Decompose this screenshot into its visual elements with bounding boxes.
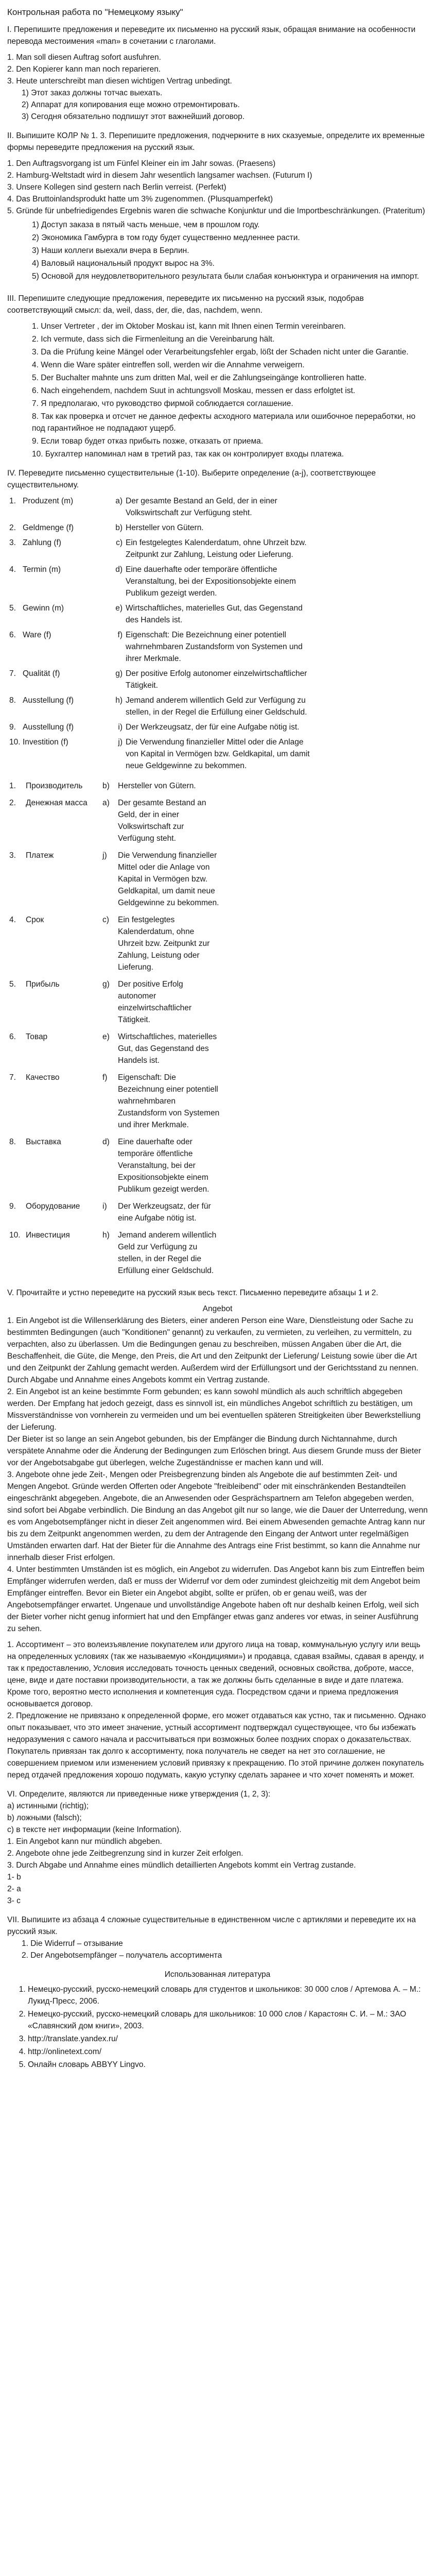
task-6-option: c) в тексте нет информации (keine Information). xyxy=(7,1825,182,1834)
list-item: 2) Экономика Гамбурга в том году будет существенно медленнее расти. xyxy=(32,233,300,242)
task-1-instruction: I. Перепишите предложения и переведите их письменно на русский язык, обращая внимание на особенности перевода местоимения «man» в сочетании с глаголами. xyxy=(7,25,416,46)
table-row xyxy=(9,495,313,522)
translation-block xyxy=(7,1639,428,1781)
term-number: 9. xyxy=(9,723,16,732)
answer-definition: Hersteller von Gütern. xyxy=(118,782,196,790)
answer-letter: i) xyxy=(102,1202,107,1211)
german-paragraph: 4. Unter bestimmten Umständen ist es möglich, ein Angebot zu widerrufen. Das Angebot kann bis zum Eintreffen beim Empfänger widerrufen werden, daß er muss der Widerruf vor dem oder zumindest gleichzeitig mit dem Angebot beim Empfänger eintreffen. Bevor ein Bieter ein Angebot abgibt, sollte er prüfen, ob er genau weiß, was der Angebotsempfänger erwartet. Ungenaue und unvollständige Angebote haben oft nur deshalb keinen Erfolg, weil sich der Bieter vorher nicht genug informiert hat und den Empfänger etwas ganz anderes vor etwas, in seiner Ausführung zu sehen. xyxy=(7,1565,425,1633)
task-4-instruction: IV. Переведите письменно существительные (1-10). Выберите определение (a-j), соответствующее существительному. xyxy=(7,469,376,489)
term-number: 3. xyxy=(9,538,16,547)
task-2-translation-list xyxy=(7,219,428,282)
table-row xyxy=(9,1072,223,1136)
references-heading: Использованная литература xyxy=(164,1970,271,1979)
task-6 xyxy=(7,1788,428,1907)
task-3-sentence-list xyxy=(7,320,428,460)
term: Ausstellung (f) xyxy=(23,696,74,705)
task-2-sentence: 2. Hamburg-Weltstadt wird in diesem Jahr wesentlich langsamer wachsen. (Futurum I) xyxy=(7,171,312,180)
term: Produzent (m) xyxy=(23,497,74,505)
list-item: 10. Бухгалтер напоминал нам в третий раз, так как он контролирует входы платежа. xyxy=(32,450,344,459)
term-number: 5. xyxy=(9,604,16,613)
term-number: 1. xyxy=(9,497,16,505)
task-1-translation: 3) Сегодня обязательно подпишут этот важнейший договор. xyxy=(22,112,245,121)
definition: Ein festgelegtes Kalenderdatum, ohne Uhrzeit bzw. Zeitpunkt zur Zahlung, Leistung oder Lieferung. xyxy=(126,538,307,559)
definition-letter: d) xyxy=(115,565,123,574)
answer-number: 8. xyxy=(9,1138,16,1146)
table-row xyxy=(9,978,223,1031)
answer-definition: Jemand anderem willentlich Geld zur Verfügung zu stellen, in der Regel die Erfüllung einer Geldschuld. xyxy=(118,1231,217,1275)
answer-definition: Ein festgelegtes Kalenderdatum, ohne Uhrzeit bzw. Zeitpunkt zur Zahlung, Leistung oder Lieferung. xyxy=(118,916,210,972)
answer-letter: f) xyxy=(102,1073,108,1082)
list-item: 3. Da die Prüfung keine Mängel oder Verarbeitungsfehler ergab, lößt der Schaden nicht unter die Garantie. xyxy=(32,348,409,357)
table-row xyxy=(9,564,313,602)
table-row xyxy=(9,602,313,629)
table-row xyxy=(9,1031,223,1072)
table-row xyxy=(9,1136,223,1200)
list-item: 1) Доступ заказа в пятый часть меньше, чем в прошлом году. xyxy=(32,221,260,229)
answer-number: 1. xyxy=(9,782,16,790)
references-list xyxy=(7,1984,428,2071)
definition: Der positive Erfolg autonomer einzelwirtschaftlicher Tätigkeit. xyxy=(126,669,307,690)
term-number: 2. xyxy=(9,523,16,532)
answer: 2- a xyxy=(7,1885,21,1893)
answer-term: Выставка xyxy=(26,1138,61,1146)
translation-paragraph: 2. Предложение не привязано к определенной форме, его может отдаваться как устно, так и письменно. Однако опыт показывает, что это имеет значение, устный ассортимент подтверждал существующее, что бы избежать недоразумения с самого начала и рассчитываться при возможных более поздних спорах о доказательствах. Покупатель привязан так долго к ассортименту, пока получатель не сведет на нет это соглашение, не совершением приемом или изменением условий привязку к прекращению. По этой причине должен покупатель перед отдачей предложения хорошо подумать, какую уступку сделать заранее и что хочет поменять и может. xyxy=(7,1711,426,1780)
task-1-sentence: 3. Heute unterschreibt man diesen wichtigen Vertrag unbedingt. xyxy=(7,77,232,86)
definition-letter: a) xyxy=(115,497,123,505)
table-row xyxy=(9,797,223,850)
definition-letter: j) xyxy=(118,738,123,747)
term-number: 7. xyxy=(9,669,16,678)
list-item: 8. Так как проверка и отсчет не данное дефекты асходного материала или ошибочное переработки, но под гарантийное не подпадают ущерб. xyxy=(32,412,415,433)
task-1-sentence: 1. Man soll diesen Auftrag sofort ausfuhren. xyxy=(7,53,161,62)
answer-number: 6. xyxy=(9,1032,16,1041)
answer-letter: b) xyxy=(102,782,110,790)
term: Ausstellung (f) xyxy=(23,723,74,732)
table-row xyxy=(9,1200,223,1229)
table-row xyxy=(9,694,313,721)
answer-letter: e) xyxy=(102,1032,110,1041)
answer-number: 10. xyxy=(9,1231,21,1240)
answer-term: Оборудование xyxy=(26,1202,80,1211)
task-6-answers xyxy=(7,1871,428,1907)
document-title: Контрольная работа по "Немецкому языку" xyxy=(7,7,183,17)
answer-term: Платеж xyxy=(26,851,54,860)
answer-definition: Eigenschaft: Die Bezeichnung einer potentiell wahrnehmbaren Zustandsform von Systemen und ihrer Merkmale. xyxy=(118,1073,220,1129)
definition: Wirtschaftliches, materielles Gut, das Gegenstand des Handels ist. xyxy=(126,604,303,624)
translation-paragraph: 1. Ассортимент – это волеизъявление покупателем или другого лица на товар, коммунальную услугу или вещь на определенных условиях (так же называемую «Кондициями») и продавца, сдавая взаймы, сдавая в аренду, и так к предоставлению, Условия исследовать точность ценных сведений, основных свойства, доброте, массе, цене, виде и дате поставки производительности, а так же должны быть сделанные в виде и дате платежа. Кроме того, вероятно место исполнения и компетенция суда. Посредством сдачи и приема предложения основывается договор. xyxy=(7,1640,424,1708)
answer-definition: Die Verwendung finanzieller Mittel oder die Anlage von Kapital in Vermögen bzw. Geldkapital, um damit neue Geldgewinne zu bekommen. xyxy=(118,851,219,907)
list-item: 7. Я предполагаю, что руководство фирмой соблюдается соглашение. xyxy=(32,399,293,408)
task-7 xyxy=(7,1914,428,1961)
answer-definition: Der Werkzeugsatz, der für eine Aufgabe nötig ist. xyxy=(118,1202,211,1223)
task-2-sentence: 3. Unsere Kollegen sind gestern nach Berlin verreist. (Perfekt) xyxy=(7,183,226,192)
answer-term: Прибыль xyxy=(26,980,60,989)
definition-letter: h) xyxy=(115,696,123,705)
task-3-instruction: III. Перепишите следующие предложения, переведите их письменно на русский язык, подобрав соответствующий смысл: da, weil, dass, der, die, das, nachdem, wenn. xyxy=(7,294,364,315)
list-item: 1. Немецко-русский, русско-немецкий словарь для студентов и школьников: 30 000 слов / Артемова А. – М.: Лукид-Пресс, 2006. xyxy=(28,1984,428,2007)
answer-letter: c) xyxy=(102,916,109,924)
list-item: 1. Unser Vertreter , der im Oktober Moskau ist, kann mit Ihnen einen Termin vereinbaren. xyxy=(32,322,346,331)
definition-letter: e) xyxy=(115,604,123,613)
list-item: 4) Валовый национальный продукт вырос на 3%. xyxy=(32,259,215,268)
answer-letter: j) xyxy=(102,851,107,860)
list-item: 5. Онлайн словарь ABBYY Lingvo. xyxy=(28,2059,428,2071)
task-6-option: b) ложными (falsch); xyxy=(7,1814,82,1822)
task-4-matching-table xyxy=(9,495,313,775)
definition: Jemand anderem willentlich Geld zur Verfügung zu stellen, in der Regel die Erfüllung einer Geldschuld. xyxy=(126,696,307,717)
answer-definition: Der positive Erfolg autonomer einzelwirtschaftlicher Tätigkeit. xyxy=(118,980,191,1024)
task-6-option: a) истинными (richtig); xyxy=(7,1802,89,1810)
answer-term: Качество xyxy=(26,1073,60,1082)
list-item: 4. http://onlinetext.com/ xyxy=(28,2046,428,2058)
german-paragraph: 1. Ein Angebot ist die Willenserklärung des Bieters, einer anderen Person eine Ware, Dienstleistung oder Sache zu bestimmten Bedingungen (auch "Konditionen" genannt) zu verkaufen, zu vermieten, zu verleihen, zu vermitteln, zu verpachten, also zu überlassen. Um die Bedingungen genau zu beschreiben, müssen Angaben über die Art, die Beschaffenheit, die Güte, die Menge, den Preis, die Art und den Zeitpunkt der Lieferung/ Leistung sowie über die Art und den Zeitpunkt der Zahlung gemacht werden. Außerdem wird der Erfüllungsort und der Gerichtsstand zu nennen. Durch Abgabe und Annahme eines Angebots kommt ein Vertrag zustande. xyxy=(7,1316,418,1384)
term: Investition (f) xyxy=(23,738,68,747)
task-1 xyxy=(7,24,428,123)
german-paragraph: Der Bieter ist so lange an sein Angebot gebunden, bis der Empfänger die Bindung durch Nichtannahme, durch verspätete Annahme oder die Änderung der Bedingungen zum Erlöschen bringt. Aus diesem Grunde muss der Bieter vor der Angebotsabgabe gut überlegen, welche Zugeständnisse er machen kann und will. xyxy=(7,1435,421,1467)
answer-term: Срок xyxy=(26,916,44,924)
answer-term: Производитель xyxy=(26,782,83,790)
definition-letter: i) xyxy=(118,723,123,732)
list-item: 4. Wenn die Ware später eintreffen soll, werden wir die Annahme verweigern. xyxy=(32,361,305,369)
task-5 xyxy=(7,1287,428,1781)
german-paragraph: 2. Ein Angebot ist an keine bestimmte Form gebunden; es kann sowohl mündlich als auch schriftlich abgegeben werden. Der Empfang hat jedoch gezeigt, dass es sinnvoll ist, ein mündliches Angebot schriftlich zu bestätigen, um Missverständnisse von vornherein zu vermeiden und um bei eventuellen späteren Streitigkeiten über Bewerkstelliung der Lieferung. xyxy=(7,1387,421,1432)
term: Zahlung (f) xyxy=(23,538,61,547)
answer-definition: Der gesamte Bestand an Geld, der in einer Volkswirtschaft zur Verfügung steht. xyxy=(118,799,206,843)
task-2-sentence: 5. Gründe für unbefriedigendes Ergebnis waren die schwache Konjunktur und die Importbeschränkungen. (Prateritum) xyxy=(7,207,425,215)
task-7-instruction: VII. Выпишите из абзаца 4 сложные существительные в единственном числе с артиклями и переведите их на русский язык. xyxy=(7,1916,416,1936)
task-6-statement: 1. Ein Angebot kann nur mündlich abgeben. xyxy=(7,1837,162,1846)
task-2-instruction: II. Выпишите КОЛР № 1. 3. Перепишите предложения, подчеркните в них сказуемые, определите их временные формы переведите предложения на русский язык. xyxy=(7,131,425,152)
task-4-answer-table xyxy=(9,780,223,1282)
term: Termin (m) xyxy=(23,565,61,574)
answer-letter: g) xyxy=(102,980,110,989)
table-row xyxy=(9,850,223,914)
definition: Eigenschaft: Die Bezeichnung einer potentiell wahrnehmbaren Zustandsform von Systemen und ihrer Merkmale. xyxy=(126,631,303,663)
answer-number: 3. xyxy=(9,851,16,860)
answer: 3- c xyxy=(7,1896,21,1905)
references xyxy=(7,1969,428,2071)
term-number: 8. xyxy=(9,696,16,705)
answer-letter: a) xyxy=(102,799,110,807)
definition: Die Verwendung finanzieller Mittel oder die Anlage von Kapital in Vermögen bzw. Geldkapital, um damit neue Geldgewinne zu bekommen. xyxy=(126,738,310,770)
list-item: 3) Наши коллеги выехали вчера в Берлин. xyxy=(32,246,189,255)
task-2 xyxy=(7,130,428,282)
answer-number: 4. xyxy=(9,916,16,924)
task-5-instruction: V. Прочитайте и устно переведите на русский язык весь текст. Письменно переведите абзацы 1 и 2. xyxy=(7,1289,378,1297)
answer-number: 9. xyxy=(9,1202,16,1211)
answer: 1- b xyxy=(7,1873,21,1882)
term-number: 4. xyxy=(9,565,16,574)
task-4 xyxy=(7,467,428,1282)
answer-number: 5. xyxy=(9,980,16,989)
table-row xyxy=(9,668,313,694)
table-row xyxy=(9,522,313,537)
answer-definition: Eine dauerhafte oder temporäre öffentliche Veranstaltung, bei der Expositionsobjekte einem Publikum gezeigt werden. xyxy=(118,1138,210,1194)
task-3 xyxy=(7,293,428,460)
list-item: 3. http://translate.yandex.ru/ xyxy=(28,2033,428,2045)
definition: Der gesamte Bestand an Geld, der in einer Volkswirtschaft zur Verfügung steht. xyxy=(126,497,277,517)
task-1-sentence: 2. Den Kopierer kann man noch reparieren. xyxy=(7,65,161,74)
task-6-statement: 3. Durch Abgabe und Annahme eines mündlich detaillierten Angebots kommt ein Vertrag zustande. xyxy=(7,1861,356,1870)
table-row xyxy=(9,721,313,736)
definition-letter: g) xyxy=(115,669,123,678)
answer-letter: d) xyxy=(102,1138,110,1146)
table-row xyxy=(9,629,313,668)
table-row xyxy=(9,736,313,775)
definition-letter: b) xyxy=(115,523,123,532)
definition: Hersteller von Gütern. xyxy=(126,523,204,532)
term: Gewinn (m) xyxy=(23,604,64,613)
list-item: 2. Ich vermute, dass sich die Firmenleitung an die Vereinbarung hält. xyxy=(32,335,275,344)
definition: Eine dauerhafte oder temporäre öffentliche Veranstaltung, bei der Expositionsobjekte einem Publikum gezeigt werden. xyxy=(126,565,296,598)
list-item: 6. Nach eingehendem, nachdem Suut in achtungsvoll Moskau, messen er dass erfolgtet ist. xyxy=(32,386,356,395)
term: Ware (f) xyxy=(23,631,51,639)
list-item: 9. Если товар будет отказ прибыть позже, отказать от приема. xyxy=(32,437,264,446)
answer-number: 2. xyxy=(9,799,16,807)
table-row xyxy=(9,1229,223,1282)
answer-term: Денежная масса xyxy=(26,799,88,807)
list-item: 2. Немецко-русский, русско-немецкий словарь для школьников: 10 000 слов / Карастоян С. И. – М.: ЗАО «Славянский дом книги», 2003. xyxy=(28,2008,428,2032)
task-2-sentence: 4. Das Bruttoinlandsprodukt hatte um 3% zugenommen. (Plusquamperfekt) xyxy=(7,195,273,204)
term-number: 6. xyxy=(9,631,16,639)
answer-definition: Wirtschaftliches, materielles Gut, das Gegenstand des Handels ist. xyxy=(118,1032,217,1065)
task-6-instruction: VI. Определите, являются ли приведенные ниже утверждения (1, 2, 3): xyxy=(7,1790,271,1799)
definition: Der Werkzeugsatz, der für eine Aufgabe nötig ist. xyxy=(126,723,300,732)
task-7-item: 2. Der Angebotsempfänger – получатель ассортимента xyxy=(22,1951,222,1960)
term-number: 10. xyxy=(9,738,21,747)
list-item: 5) Основой для неудовлетворительного результата были слабая конъюнктура и ограничения на импорт. xyxy=(32,272,420,281)
task-6-statement: 2. Angebote ohne jede Zeitbegrenzung sind in kurzer Zeit erfolgen. xyxy=(7,1849,243,1858)
task-1-translation: 1) Этот заказ должны тотчас выехать. xyxy=(22,89,163,97)
term: Geldmenge (f) xyxy=(23,523,74,532)
german-paragraph: 3. Angebote ohne jede Zeit-, Mengen oder Preisbegrenzung binden als Angebote die auf bestimmten Zeit- und Mengen Angebot. Gründe werden Offerten oder Angebote "freibleibend" oder mit einschränkenden Bestandteilen eingeschränkt abgegeben. Angebote, die an Anwesenden oder Gesprächspartnern am Telefon abgegeben werden, sind sofort bei Abgabe verbindlich. Die Bindung an das Angebot gilt nur so lange, wie die Dauer der Unterredung, wenn es vom Angebotsempfänger nicht in dieser Zeit angenommen wird. Bei einem Abwesenden gemachte Antrag kann nur bis zu dem Zeitpunkt angenommen werden, zu dem der Antragende den Eingang der Antwort unter regelmäßigen Umständen erwarten darf. Hat der Bieter für die Annahme des Antrags eine Frist bestimmt, so kann die Annahme nur innerhalb dieser Frist erfolgen. xyxy=(7,1470,428,1562)
text-heading: Angebot xyxy=(202,1304,233,1313)
table-row xyxy=(9,780,223,797)
task-7-item: 1. Die Widerruf – отзывание xyxy=(22,1939,123,1948)
table-row xyxy=(9,914,223,978)
definition-letter: c) xyxy=(116,538,123,547)
definition-letter: f) xyxy=(117,631,123,639)
answer-letter: h) xyxy=(102,1231,110,1240)
answer-term: Инвестиция xyxy=(26,1231,70,1240)
list-item: 5. Der Buchalter mahnte uns zum dritten Mal, weil er die Zahlungseingänge kontrollieren hatte. xyxy=(32,374,367,382)
task-1-translation: 2) Аппарат для копирования еще можно отремонтировать. xyxy=(22,100,240,109)
answer-term: Товар xyxy=(26,1032,48,1041)
answer-number: 7. xyxy=(9,1073,16,1082)
term: Qualität (f) xyxy=(23,669,60,678)
task-2-sentence: 1. Den Auftragsvorgang ist um Fünfel Kleiner ein im Jahr sowas. (Praesens) xyxy=(7,159,276,168)
table-row xyxy=(9,537,313,564)
